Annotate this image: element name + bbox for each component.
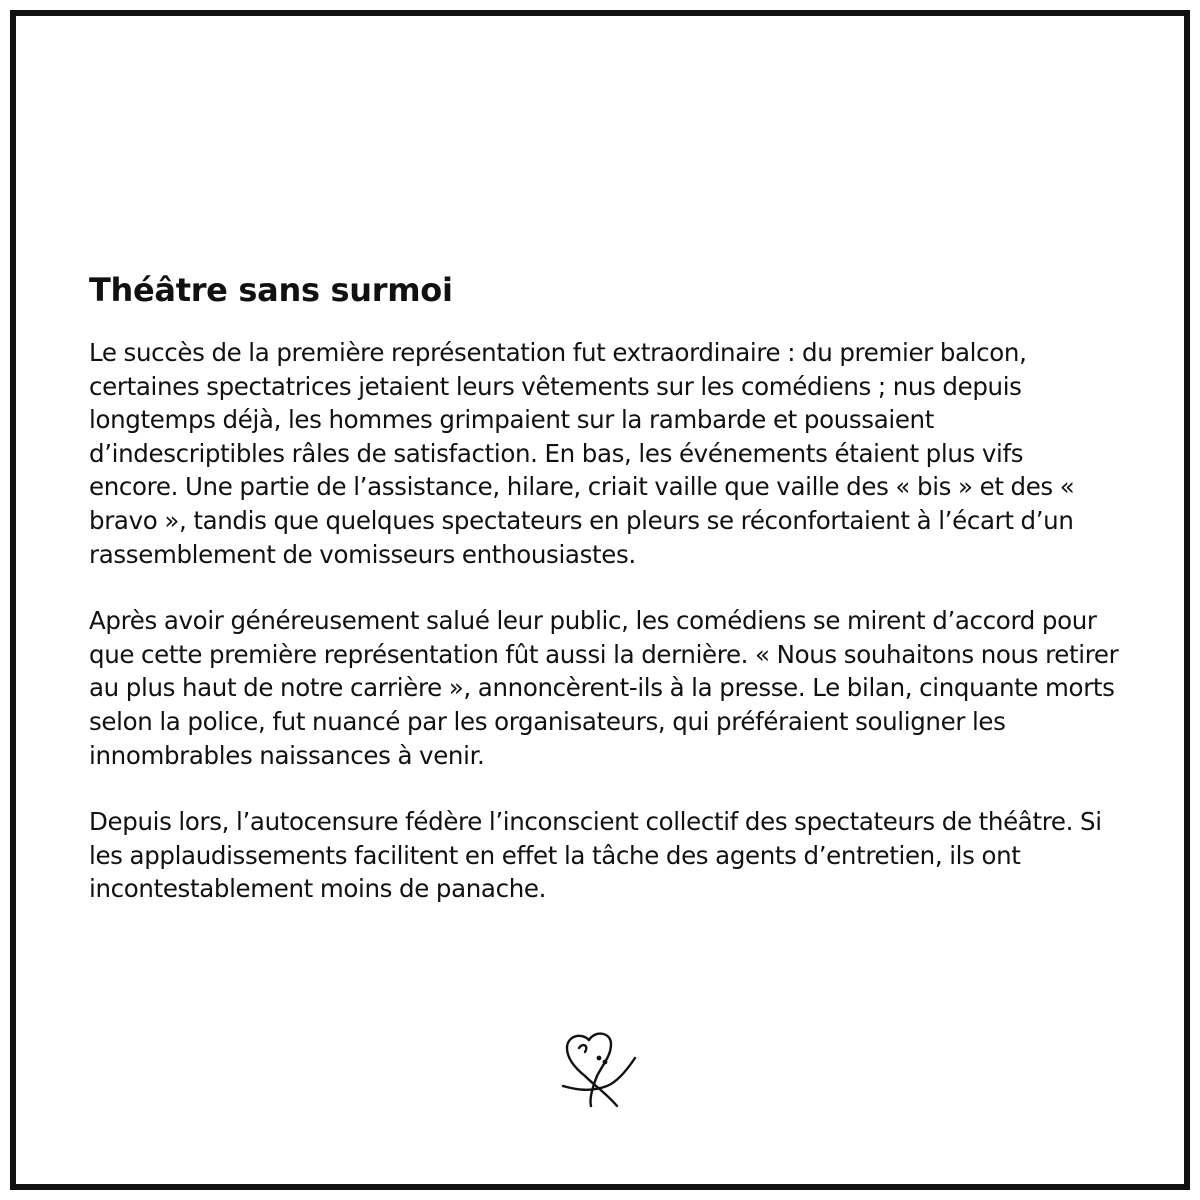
heart-signature-icon (555, 1028, 645, 1108)
paragraph-2: Après avoir généreusement salué leur public, les comédiens se mirent d’accord pour que cette première représentation fût aussi la dernière. « Nous souhaitons nous retirer au plus haut de notre carrière », annoncèrent-ils à la presse. Le bilan, cinquante morts selon la police, fut nuancé par les organisateurs, qui préféraient souligner les innombrables naissances à venir. (89, 606, 1119, 770)
paragraph-3: Depuis lors, l’autocensure fédère l’inconscient collectif des spectateurs de théâtre. Si les applaudissements facilitent en effet la tâche des agents d’entretien, ils ont incontestablement moins de panache. (89, 807, 1102, 904)
paragraph-1: Le succès de la première représentation fut extraordinaire : du premier balcon, certaines spectatrices jetaient leurs vêtements sur les comédiens ; nus depuis longtemps déjà, les hommes grimpaient sur la rambarde et poussaient d’indescriptibles râles de satisfaction. En bas, les événements étaient plus vifs encore. Une partie de l’assistance, hilare, criait vaille que vaille des « bis » et des « bravo », tandis que quelques spectateurs en pleurs se réconfortaient à l’écart d’un rassemblement de vomisseurs enthousiastes. (89, 338, 1075, 569)
document-body (89, 268, 1119, 939)
document-title: Théâtre sans surmoi (89, 271, 453, 309)
